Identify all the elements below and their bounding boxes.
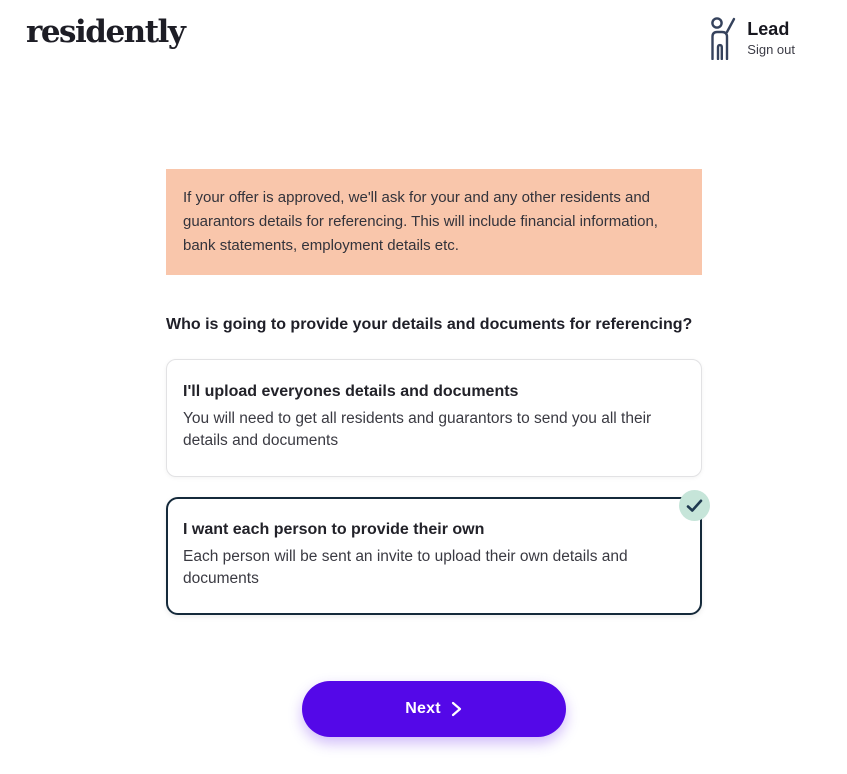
chevron-right-icon — [450, 701, 463, 717]
option-description: Each person will be sent an invite to upload their own details and documents — [183, 548, 628, 587]
residently-logo: residently — [26, 14, 185, 50]
next-button[interactable] — [302, 681, 566, 737]
option-title: I want each person to provide their own — [183, 521, 485, 538]
person-icon — [707, 16, 738, 60]
user-block — [747, 16, 795, 59]
sign-out-link[interactable]: Sign out — [747, 42, 795, 57]
referencing-notice: If your offer is approved, we'll ask for your and any other residents and guarantors details for referencing. This will include financial information, bank statements, employment details etc. — [166, 169, 702, 275]
header — [0, 0, 847, 62]
option-upload-everyones[interactable] — [166, 359, 702, 477]
next-button-label: Next — [405, 700, 441, 717]
question-heading: Who is going to provide your details and documents for referencing? — [166, 316, 693, 333]
button-row — [166, 681, 702, 737]
main-content — [166, 169, 702, 737]
option-description: You will need to get all residents and guarantors to send you all their details and documents — [183, 410, 652, 449]
selected-badge — [679, 490, 710, 521]
option-title: I'll upload everyones details and documents — [183, 383, 519, 400]
account-area — [707, 16, 795, 60]
user-name: Lead — [747, 19, 790, 39]
option-each-person-own[interactable] — [166, 497, 702, 615]
checkmark-icon — [686, 499, 703, 513]
